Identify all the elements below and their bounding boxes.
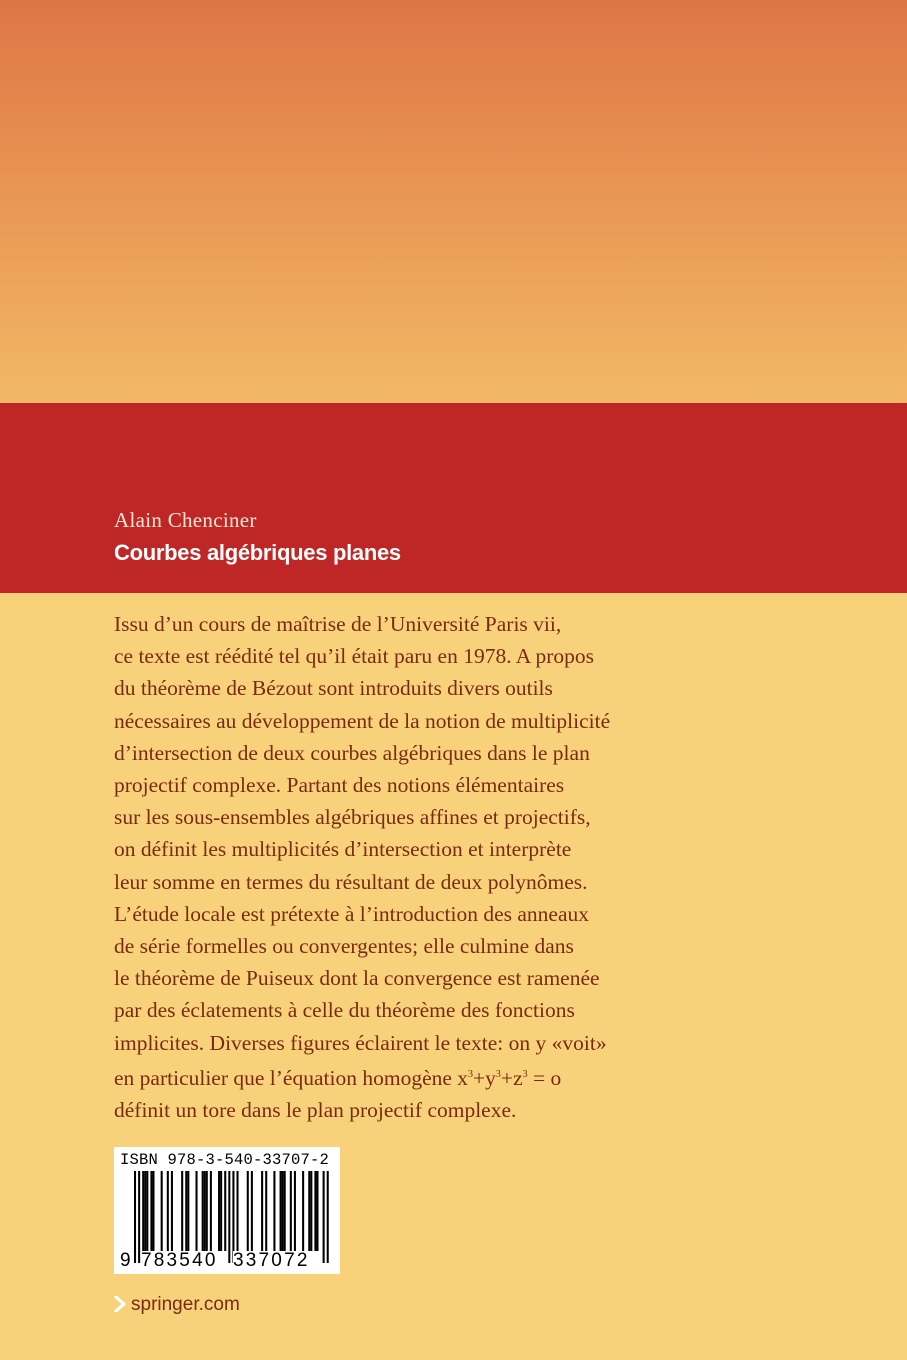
barcode-bar [185,1171,187,1251]
barcode-bar [181,1171,183,1251]
barcode-bar [202,1171,204,1251]
barcode-bar [224,1171,226,1251]
equation-exp-y: 3 [495,1068,501,1080]
barcode-right-digits: 337072 [233,1250,310,1271]
barcode-bar [247,1171,249,1251]
equation-plus-1: + [473,1066,486,1090]
barcode-guard-bar [323,1171,325,1263]
equation-exp-x: 3 [468,1068,474,1080]
blurb-line: sur les sous-ensembles algébriques affines et projectifs, [114,805,591,830]
blurb-line: de série formelles ou convergentes; elle culmine dans [114,934,574,959]
blurb-line: projectif complexe. Partant des notions élémentaires [114,773,565,798]
barcode-bar [314,1171,316,1251]
barcode-bar [204,1171,206,1251]
barcode-bar [220,1171,222,1251]
barcode-bar [282,1171,284,1251]
barcode-bar [308,1171,310,1251]
barcode-bar [302,1171,304,1251]
barcode-bar [237,1171,239,1251]
barcode-bar [210,1171,212,1251]
blurb-equation-line [114,1059,714,1094]
equation-y: y [485,1066,496,1090]
blurb-line: du théorème de Bézout sont introduits divers outils [114,676,553,701]
barcode-guard-bar [134,1171,136,1263]
barcode-bar [294,1171,296,1251]
barcode-bar [316,1171,318,1251]
barcode-guard-bar [327,1171,329,1263]
equation-equals-zero: = o [527,1066,562,1090]
blurb-line: définit un tore dans le plan projectif complexe. [114,1098,517,1123]
isbn-barcode [114,1147,340,1274]
barcode-bar [150,1171,152,1251]
publisher-link[interactable] [113,1294,240,1316]
publisher-website: springer.com [131,1294,240,1315]
barcode-bar [310,1171,312,1251]
blurb-line: leur somme en termes du résultant de deux polynômes. [114,869,588,894]
barcode-bar [261,1171,263,1251]
cover-top-gradient [0,0,907,403]
blurb-line: ce texte est réédité tel qu’il était paru en 1978. A propos [114,644,595,669]
barcode-bar [152,1171,154,1251]
barcode-bar [196,1171,198,1251]
barcode-bar [171,1171,173,1251]
barcode-left-digits: 783540 [141,1250,218,1271]
author-name: Alain Chenciner [114,508,257,532]
blurb-line: implicites. Diverses figures éclairent le texte: on y «voit» [114,1030,607,1055]
equation-plus-2: + [500,1066,514,1090]
book-title: Courbes algébriques planes [114,540,401,565]
blurb-line: d’intersection de deux courbes algébriques dans le plan [114,740,590,765]
blurb-line: par des éclatements à celle du théorème des fonctions [114,998,575,1023]
barcode-bar [273,1171,275,1251]
barcode-bar [146,1171,148,1251]
barcode-bar [284,1171,286,1251]
chevron-right-icon [113,1296,127,1312]
blurb-line: nécessaires au développement de la notion de multiplicité [114,708,611,733]
equation-z: z [513,1066,523,1090]
isbn-label: ISBN 978-3-540-33707-2 [120,1151,330,1169]
barcode-bar [142,1171,144,1251]
barcode-bar [187,1171,189,1251]
equation-exp-z: 3 [522,1068,528,1080]
barcode-guard-bar [228,1171,230,1263]
barcode-bar [206,1171,208,1251]
blurb-line: L’étude locale est prétexte à l’introduction des anneaux [114,901,590,926]
barcode-bar [265,1171,267,1251]
back-cover-blurb [114,608,714,1126]
barcode-guard-bar [138,1171,140,1263]
blurb-line: on définit les multiplicités d’intersection et interprète [114,837,572,862]
barcode-bar [144,1171,146,1251]
barcode-bar [218,1171,220,1251]
barcode-bar [167,1171,169,1251]
equation-x: x [457,1066,469,1090]
barcode-bar [290,1171,292,1251]
blurb-line: Issu d’un cours de maîtrise de l’Université Paris vii, [114,612,562,636]
barcode-bar [280,1171,282,1251]
equation-prefix: en particulier que l’équation homogène [114,1066,458,1090]
barcode-bar [251,1171,253,1251]
blurb-line: le théorème de Puiseux dont la convergence est ramenée [114,966,600,991]
barcode-lead-digit: 9 [120,1250,131,1271]
barcode-bar [161,1171,163,1251]
